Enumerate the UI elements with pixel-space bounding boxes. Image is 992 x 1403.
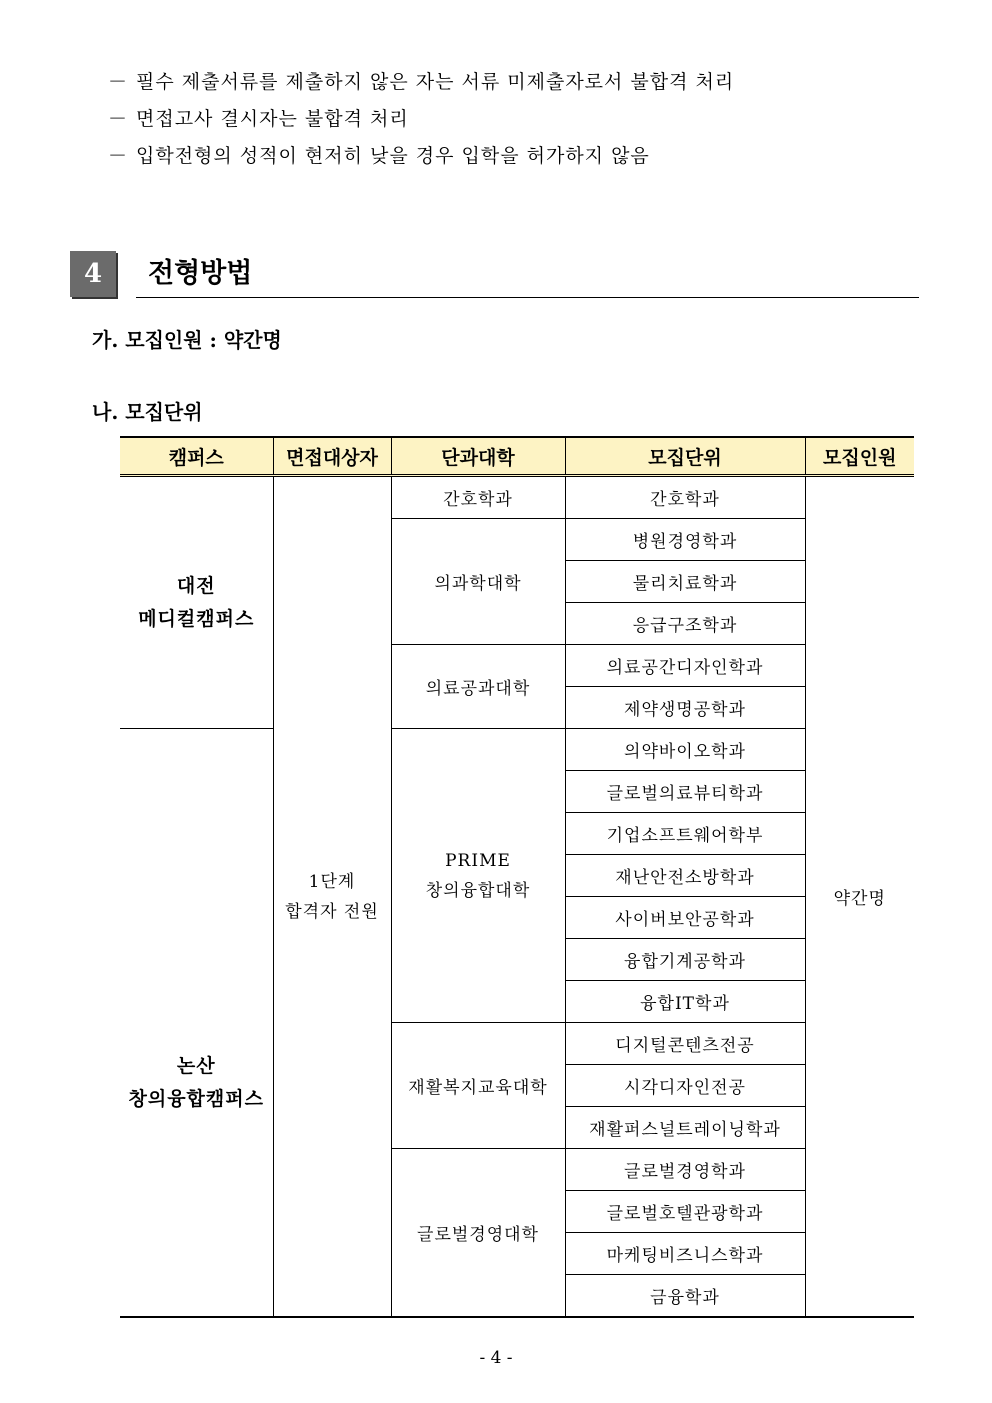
campus-name: 메디컬캠퍼스 [138, 607, 255, 630]
unit-cell: 기업소프트웨어학부 [565, 813, 805, 855]
bullet-text: 필수 제출서류를 제출하지 않은 자는 서류 미제출자로서 불합격 처리 [136, 71, 735, 93]
page-number: - 4 - [479, 1348, 513, 1368]
section-heading [70, 251, 919, 298]
bullet-item [108, 101, 928, 138]
unit-cell: 글로벌호텔관광학과 [565, 1191, 805, 1233]
table-row [120, 476, 914, 519]
unit-cell: 글로벌의료뷰티학과 [565, 771, 805, 813]
college-cell: 간호학과 [391, 476, 565, 519]
bullet-marker: － [108, 71, 129, 93]
unit-cell: 의약바이오학과 [565, 729, 805, 771]
unit-cell: 사이버보안공학과 [565, 897, 805, 939]
notice-bullets [108, 64, 928, 175]
unit-cell: 제약생명공학과 [565, 687, 805, 729]
section-underline [136, 297, 919, 298]
quota-cell: 약간명 [805, 476, 914, 1318]
college-cell: 의과학대학 [391, 519, 565, 645]
target-text: 합격자 전원 [285, 901, 379, 922]
unit-cell: 물리치료학과 [565, 561, 805, 603]
bullet-text: 입학전형의 성적이 현저히 낮을 경우 입학을 허가하지 않음 [136, 145, 650, 167]
college-cell: 글로벌경영대학 [391, 1149, 565, 1318]
header-target: 면접대상자 [273, 437, 391, 476]
section-number: 4 [70, 251, 116, 297]
unit-cell: 시각디자인전공 [565, 1065, 805, 1107]
recruitment-table [120, 436, 914, 1318]
unit-cell: 재난안전소방학과 [565, 855, 805, 897]
header-college: 단과대학 [391, 437, 565, 476]
unit-cell: 병원경영학과 [565, 519, 805, 561]
bullet-item [108, 138, 928, 175]
target-cell [273, 476, 391, 1318]
header-unit: 모집단위 [565, 437, 805, 476]
campus-name: 논산 [176, 1054, 216, 1077]
table-row [120, 729, 914, 771]
campus-name: 대전 [176, 574, 216, 597]
subsection-quota: 가. 모집인원 : 약간명 [92, 328, 282, 352]
section-title: 전형방법 [148, 258, 253, 289]
unit-cell: 금융학과 [565, 1275, 805, 1318]
header-quota: 모집인원 [805, 437, 914, 476]
college-cell [391, 729, 565, 1023]
campus-cell [120, 729, 273, 1318]
unit-cell: 간호학과 [565, 476, 805, 519]
college-name: 창의융합대학 [425, 880, 531, 901]
subsection-units: 나. 모집단위 [92, 400, 203, 424]
college-cell: 재활복지교육대학 [391, 1023, 565, 1149]
bullet-item [108, 64, 928, 101]
unit-cell: 융합기계공학과 [565, 939, 805, 981]
college-cell: 의료공과대학 [391, 645, 565, 729]
unit-cell: 응급구조학과 [565, 603, 805, 645]
bullet-marker: － [108, 145, 129, 167]
table-header-row [120, 437, 914, 476]
header-campus: 캠퍼스 [120, 437, 273, 476]
bullet-marker: － [108, 108, 129, 130]
unit-cell: 융합IT학과 [565, 981, 805, 1023]
bullet-text: 면접고사 결시자는 불합격 처리 [136, 108, 409, 130]
unit-cell: 글로벌경영학과 [565, 1149, 805, 1191]
campus-name: 창의융합캠퍼스 [128, 1087, 264, 1110]
college-name: PRIME [445, 850, 511, 871]
unit-cell: 디지털콘텐츠전공 [565, 1023, 805, 1065]
unit-cell: 재활퍼스널트레이닝학과 [565, 1107, 805, 1149]
unit-cell: 의료공간디자인학과 [565, 645, 805, 687]
unit-cell: 마케팅비즈니스학과 [565, 1233, 805, 1275]
campus-cell [120, 476, 273, 729]
target-text: 1단계 [308, 871, 356, 892]
